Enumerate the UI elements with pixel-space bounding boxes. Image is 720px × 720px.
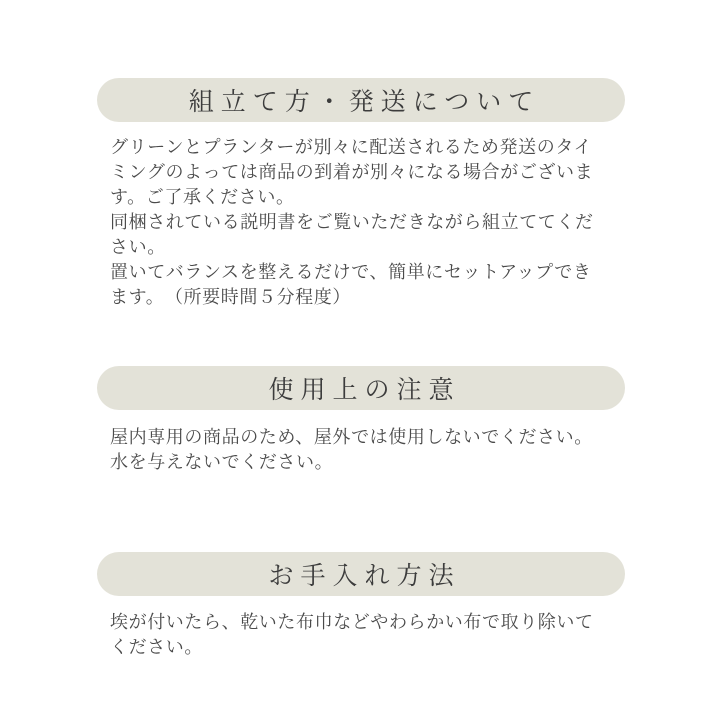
care-instructions-header-label: お手入れ方法 [268, 562, 461, 590]
assembly-shipping-body [110, 135, 615, 310]
care-instructions-body [110, 610, 615, 660]
section-usage-precautions [0, 366, 720, 475]
usage-precautions-header-label: 使用上の注意 [268, 376, 461, 404]
text-line: 同梱されている説明書をご覧いただきながら組立ててくだ [110, 212, 594, 232]
text-line: 埃が付いたら、乾いた布巾などやわらかい布で取り除いて [110, 612, 594, 632]
text-line: ます。 （所要時間５分程度） [110, 287, 351, 307]
assembly-shipping-header-label: 組立て方・発送について [188, 88, 541, 116]
text-line: ミングのよっては商品の到着が別々になる場合がございま [110, 162, 594, 182]
text-line: 屋内専用の商品のため、屋外では使用しないでください。 [110, 427, 593, 447]
usage-precautions-body [110, 425, 615, 475]
text-line: 置いてバランスを整えるだけで、簡単にセットアップでき [110, 262, 592, 282]
care-instructions-header [97, 552, 625, 596]
section-care-instructions [0, 552, 720, 660]
assembly-shipping-header [97, 78, 625, 122]
text-line: す。ご了承ください。 [110, 187, 295, 207]
usage-precautions-header [97, 366, 625, 410]
text-line: さい。 [110, 237, 166, 257]
text-line: ください。 [110, 637, 203, 657]
text-line: 水を与えないでください。 [110, 452, 334, 472]
text-line: グリーンとプランターが別々に配送されるため発送のタイ [110, 137, 593, 157]
section-assembly-shipping [0, 78, 720, 310]
